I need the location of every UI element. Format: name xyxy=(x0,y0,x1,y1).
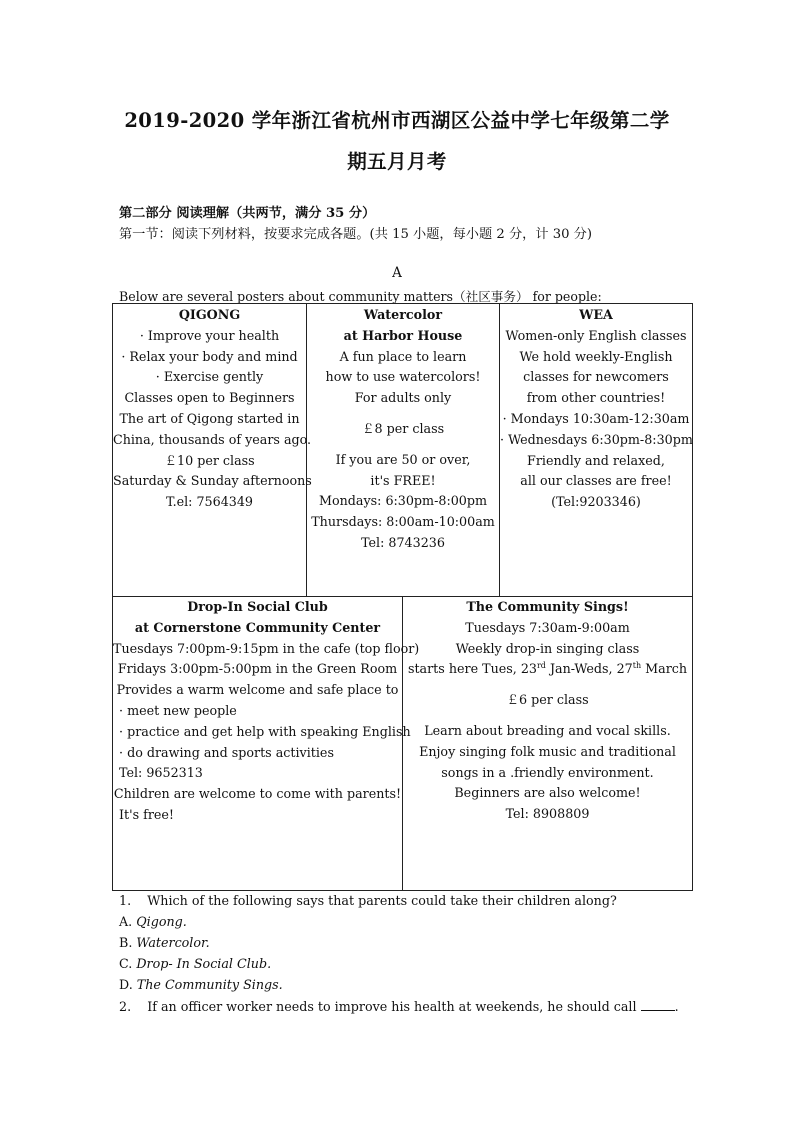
poster-line: · Exercise gently xyxy=(155,369,264,385)
poster-dropin xyxy=(113,597,420,826)
poster-line: · Wednesdays 6:30pm-8:30pm xyxy=(500,431,693,447)
poster-title: The Community Sings! xyxy=(466,599,629,614)
poster-wea xyxy=(500,305,692,513)
section-subheading: 第一节：阅读下列材料，按要求完成各题。(共 15 小题，每小题 2 分，计 30 分) xyxy=(119,227,593,242)
poster-line: classes for newcomers xyxy=(523,369,669,385)
question-1-option-d[interactable]: D. The Community Sings. xyxy=(119,977,283,992)
question-1-option-a[interactable]: A. Qigong. xyxy=(119,914,187,929)
poster-phone: (Tel:9203346) xyxy=(551,494,641,510)
poster-community-sings xyxy=(403,597,692,825)
poster-line: Enjoy singing folk music and traditional xyxy=(419,743,676,759)
poster-line: Tuesdays 7:00pm-9:15pm in the cafe (top floor) xyxy=(113,640,420,656)
poster-subtitle: at Harbor House xyxy=(343,327,463,343)
poster-phone: Tel: 8743236 xyxy=(361,534,445,550)
poster-line: It's free! xyxy=(119,806,175,822)
poster-line: Beginners are also welcome! xyxy=(454,785,641,801)
poster-line: Thursdays: 8:00am-10:00am xyxy=(311,514,495,530)
poster-line: · meet new people xyxy=(119,702,237,718)
answer-blank[interactable] xyxy=(641,998,675,1011)
poster-line: Tuesdays 7:30am-9:00am xyxy=(465,619,630,635)
poster-dates: starts here Tues, 23rd Jan-Weds, 27th March xyxy=(407,661,688,677)
poster-line: · practice and get help with speaking English xyxy=(119,723,411,739)
poster-phone: T.el: 7564349 xyxy=(165,494,253,510)
question-1-option-c[interactable]: C. Drop- In Social Club. xyxy=(119,956,272,971)
poster-line: China, thousands of years ago. xyxy=(113,431,312,447)
passage-intro: Below are several posters about community matters（社区事务） for people: xyxy=(119,289,602,304)
poster-line: Mondays: 6:30pm-8:00pm xyxy=(318,493,488,509)
poster-line: A fun place to learn xyxy=(339,348,467,364)
poster-line: · Relax your body and mind xyxy=(121,348,298,364)
poster-line: all our classes are free! xyxy=(520,473,672,489)
question-1-option-b[interactable]: B. Watercolor. xyxy=(119,935,210,950)
poster-title: Watercolor xyxy=(363,307,443,322)
poster-line: it's FREE! xyxy=(370,472,436,488)
passage-label: A xyxy=(392,265,402,281)
poster-line: Children are welcome to come with parents! xyxy=(113,786,402,802)
poster-price: ￡6 per class xyxy=(506,692,589,708)
poster-line: from other countries! xyxy=(526,390,666,406)
poster-title: WEA xyxy=(579,307,613,322)
poster-line: The art of Qigong started in xyxy=(119,410,300,426)
poster-line: Learn about breading and vocal skills. xyxy=(424,722,671,738)
poster-line: Women-only English classes xyxy=(505,327,687,343)
poster-line: Provides a warm welcome and safe place to xyxy=(116,682,399,698)
poster-line: how to use watercolors! xyxy=(325,369,481,385)
poster-price: ￡10 per class xyxy=(164,452,255,468)
question-1: 1. Which of the following says that parents could take their children along? xyxy=(119,893,617,908)
poster-phone: Tel: 8908809 xyxy=(505,806,590,822)
poster-line: If you are 50 or over, xyxy=(335,451,471,467)
poster-line: Saturday & Sunday afternoons xyxy=(113,473,312,489)
poster-line: For adults only xyxy=(354,390,452,406)
poster-price: ￡8 per class xyxy=(361,420,445,436)
poster-title: Drop-In Social Club xyxy=(187,599,328,614)
poster-line: We hold weekly-English xyxy=(519,348,673,364)
poster-line: Weekly drop-in singing class xyxy=(455,640,640,656)
poster-line: · do drawing and sports activities xyxy=(119,744,334,760)
poster-line: Friendly and relaxed, xyxy=(527,452,665,468)
question-2: 2. If an officer worker needs to improve his health at weekends, he should call . xyxy=(119,999,679,1014)
poster-subtitle: at Cornerstone Community Center xyxy=(134,619,381,635)
poster-qigong xyxy=(113,305,312,513)
poster-title: QIGONG xyxy=(178,307,241,322)
poster-phone: Tel: 9652313 xyxy=(119,765,203,781)
poster-line: · Mondays 10:30am-12:30am xyxy=(502,410,690,426)
page-title-line-1: 2019-2020 学年浙江省杭州市西湖区公益中学七年级第二学 xyxy=(124,109,670,132)
poster-line: · Improve your health xyxy=(139,327,280,343)
poster-line: Fridays 3:00pm-5:00pm in the Green Room xyxy=(117,661,398,677)
poster-line: songs in a .friendly environment. xyxy=(441,764,654,780)
poster-line: Classes open to Beginners xyxy=(124,390,295,406)
section-heading: 第二部分 阅读理解（共两节，满分 35 分） xyxy=(119,206,376,221)
poster-watercolor xyxy=(307,305,499,554)
page-title-line-2: 期五月月考 xyxy=(347,150,447,173)
